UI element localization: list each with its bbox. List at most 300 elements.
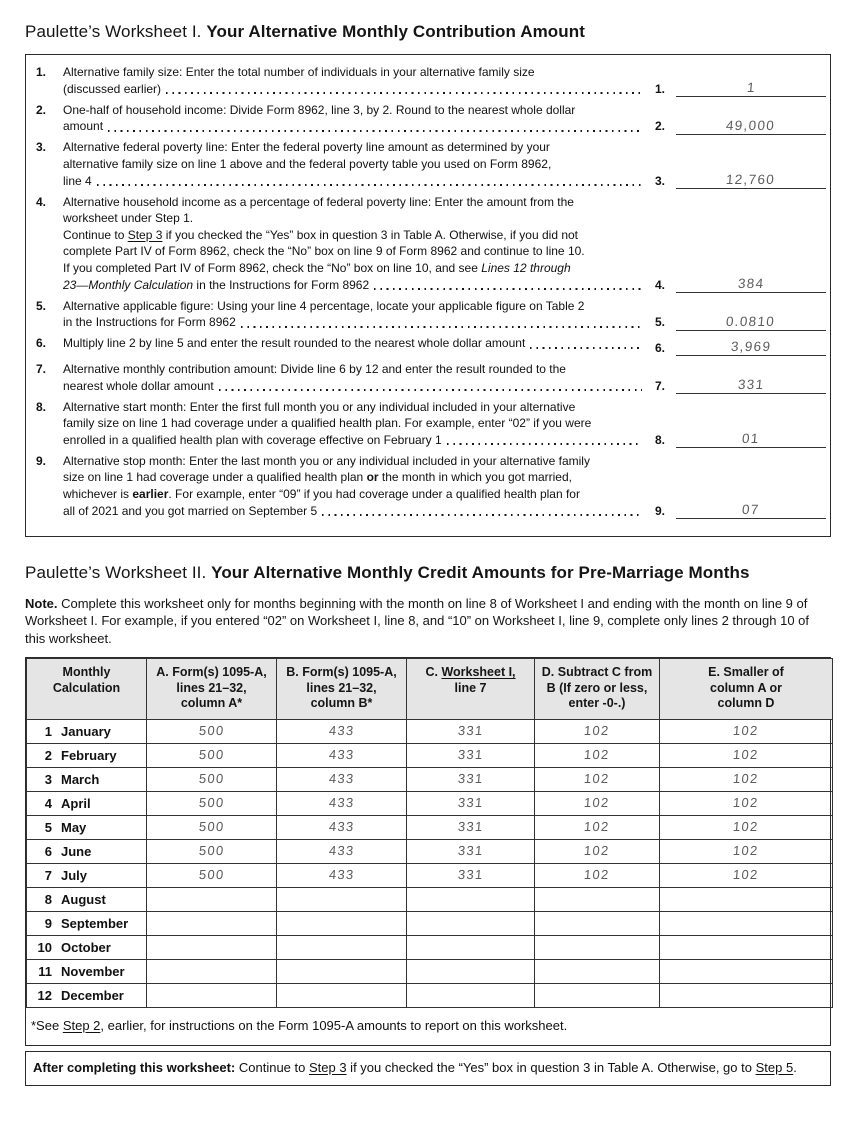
worksheet2-note — [25, 595, 831, 648]
dotted-leader — [530, 347, 642, 349]
month-name: February — [61, 747, 117, 763]
text-segment: amount — [63, 119, 104, 134]
text-segment: column A* — [180, 696, 243, 711]
line-entry-field — [676, 498, 826, 519]
line-ref: 1. — [654, 81, 665, 96]
cell-c — [407, 791, 535, 815]
text-line-content — [63, 314, 236, 331]
cell-e — [660, 935, 833, 959]
dotted-leader — [241, 326, 642, 328]
worksheet2-table-box — [25, 657, 831, 1046]
table-row-march — [27, 767, 833, 791]
worksheet1-line-6 — [36, 335, 826, 356]
cell-a — [147, 983, 277, 1007]
header-cell-e — [660, 659, 833, 720]
line-ref: 7. — [654, 378, 665, 393]
text-segment: One-half of household income: Divide Form 8962, line 3, by 2. Round to the nearest whole dollar — [63, 102, 576, 117]
text-segment: nearest whole dollar amount — [63, 378, 214, 393]
text-line — [63, 139, 644, 156]
entered-value: 102 — [583, 819, 611, 835]
cell-d — [535, 839, 660, 863]
text-segment: Note. — [25, 595, 58, 611]
cell-month — [27, 815, 147, 839]
entered-value: 102 — [583, 867, 611, 883]
text-segment: Calculation — [52, 680, 121, 695]
cell-month — [27, 719, 147, 743]
text-segment: Lines 12 through — [481, 261, 571, 276]
text-segment: earlier — [132, 487, 169, 502]
header-line — [29, 681, 144, 697]
entered-value: 102 — [583, 843, 611, 859]
cell-b — [277, 815, 407, 839]
worksheet1-line-2 — [36, 102, 826, 135]
cell-month — [27, 839, 147, 863]
entered-value: 102 — [583, 795, 611, 811]
entered-value: 07 — [741, 502, 761, 518]
text-segment: Continue to — [63, 227, 128, 242]
dotted-leader — [97, 184, 642, 186]
text-segment: Alternative federal poverty line: Enter the federal poverty line amount as determined by your — [63, 140, 550, 155]
table-footnote — [26, 1008, 830, 1045]
text-line — [63, 486, 644, 503]
cell-e — [660, 719, 833, 743]
text-segment: all of 2021 and you got married on September 5 — [63, 503, 318, 518]
cell-d — [535, 767, 660, 791]
cell-e — [660, 815, 833, 839]
cell-a — [147, 887, 277, 911]
text-segment: Alternative household income as a percentage of federal poverty line: Enter the amount from the — [63, 194, 574, 209]
entered-value: 102 — [732, 747, 760, 763]
worksheet1-line-7 — [36, 361, 826, 394]
table-header-row — [27, 659, 833, 720]
text-segment: Alternative monthly contribution amount: Divide line 6 by 12 and enter the result rounded to the — [63, 361, 566, 376]
line-number: 6. — [36, 336, 47, 351]
month-name: October — [61, 939, 111, 955]
line-text — [63, 453, 644, 519]
text-segment: , earlier, for instructions on the Form 1095-A amounts to report on this worksheet. — [100, 1017, 568, 1033]
cell-month — [27, 911, 147, 935]
cell-a — [147, 743, 277, 767]
month-name: November — [61, 963, 125, 979]
text-segment: Alternative applicable figure: Using your line 4 percentage, locate your applicable figure on Table 2 — [63, 298, 585, 313]
text-line — [63, 102, 644, 119]
header-line — [149, 696, 274, 712]
cell-a — [147, 839, 277, 863]
text-segment: lines 21–32, — [176, 680, 247, 695]
month-name: March — [61, 771, 100, 787]
line-entry-field — [676, 310, 826, 331]
text-segment: Alternative family size: Enter the total number of individuals in your alternative family size — [63, 65, 535, 79]
cell-d — [535, 815, 660, 839]
cell-c — [407, 911, 535, 935]
text-segment: *See — [31, 1017, 63, 1033]
cell-e — [660, 791, 833, 815]
cell-b — [277, 791, 407, 815]
text-segment: Continue to — [235, 1059, 309, 1075]
text-segment: column D — [717, 696, 775, 711]
month-number: 6 — [44, 843, 52, 859]
cell-b — [277, 983, 407, 1007]
entered-value: 331 — [457, 723, 484, 739]
worksheet1-line-4 — [36, 194, 826, 294]
cell-e — [660, 983, 833, 1007]
cell-e — [660, 767, 833, 791]
text-line — [63, 469, 644, 486]
text-segment: C. — [425, 665, 442, 680]
worksheet1-box — [25, 54, 831, 537]
line-ref: 8. — [654, 432, 665, 447]
table-row-april — [27, 791, 833, 815]
line-entry-field — [676, 114, 826, 135]
text-line — [63, 378, 644, 395]
text-line — [63, 210, 644, 227]
line-ref: 3. — [654, 173, 665, 188]
line-ref: 4. — [654, 277, 665, 292]
header-line — [662, 696, 830, 712]
cell-c — [407, 887, 535, 911]
line-entry-field — [676, 335, 826, 356]
worksheet1-title-prefix: Paulette’s Worksheet I. — [25, 22, 207, 41]
line-number: 4. — [36, 194, 47, 209]
cell-month — [27, 863, 147, 887]
cell-e — [660, 959, 833, 983]
text-segment: Worksheet I, — [441, 665, 516, 680]
line-entry-field — [676, 427, 826, 448]
cell-c — [407, 839, 535, 863]
dotted-leader — [374, 288, 642, 290]
header-cell-monthly — [27, 659, 147, 720]
header-cell-d — [535, 659, 660, 720]
text-segment: in the Instructions for Form 8962 — [63, 315, 236, 330]
header-line — [29, 665, 144, 681]
text-segment: Step 5 — [755, 1059, 794, 1075]
dotted-leader — [219, 389, 642, 391]
cell-a — [147, 815, 277, 839]
text-segment: line 7 — [454, 680, 487, 695]
cell-month — [27, 791, 147, 815]
text-segment: lines 21–32, — [306, 680, 377, 695]
text-line — [63, 156, 644, 173]
month-name: January — [61, 723, 111, 739]
cell-b — [277, 911, 407, 935]
entered-value: 102 — [583, 771, 611, 787]
month-number: 7 — [44, 867, 52, 883]
month-name: May — [61, 819, 87, 835]
cell-b — [277, 839, 407, 863]
text-line — [63, 415, 644, 432]
month-number: 9 — [44, 915, 52, 931]
table-row-october — [27, 935, 833, 959]
cell-d — [535, 935, 660, 959]
text-line — [63, 277, 644, 294]
month-number: 8 — [44, 891, 52, 907]
text-segment: enrolled in a qualified health plan with coverage effective on February 1 — [63, 432, 442, 447]
header-line — [149, 681, 274, 697]
cell-b — [277, 863, 407, 887]
text-segment: E. Smaller of — [708, 665, 784, 680]
cell-a — [147, 935, 277, 959]
entered-value: 3,969 — [730, 339, 772, 355]
text-line-content — [63, 277, 369, 294]
cell-c — [407, 767, 535, 791]
text-segment: column B* — [310, 696, 373, 711]
table-row-september — [27, 911, 833, 935]
text-line — [63, 298, 644, 315]
entered-value: 12,760 — [725, 172, 777, 188]
entered-value: 384 — [737, 276, 765, 292]
header-cell-b — [277, 659, 407, 720]
cell-b — [277, 743, 407, 767]
worksheet2-title — [25, 563, 831, 583]
dotted-leader — [108, 130, 642, 132]
text-segment: . — [793, 1059, 797, 1075]
entered-value: 1 — [745, 80, 757, 96]
text-line — [63, 503, 644, 520]
entered-value: 102 — [732, 795, 760, 811]
cell-month — [27, 767, 147, 791]
entered-value: 433 — [328, 819, 355, 835]
entered-value: 102 — [732, 723, 760, 739]
monthly-calculation-table — [26, 658, 833, 1008]
text-line — [63, 335, 644, 352]
cell-a — [147, 791, 277, 815]
month-number: 12 — [37, 987, 52, 1003]
entered-value: 500 — [198, 771, 225, 787]
table-row-december — [27, 983, 833, 1007]
text-segment: Monthly — [62, 665, 111, 680]
line-number: 7. — [36, 361, 47, 376]
month-number: 3 — [44, 771, 52, 787]
text-segment: column A or — [710, 680, 782, 695]
entered-value: 433 — [328, 795, 355, 811]
worksheet1-line-1 — [36, 64, 826, 97]
entered-value: 331 — [457, 747, 484, 763]
text-line-content — [63, 118, 103, 135]
text-segment: if you checked the “Yes” box in question 3 in Table A. Otherwise, go to — [346, 1059, 756, 1075]
after-worksheet-note — [25, 1051, 831, 1087]
month-number: 10 — [37, 939, 52, 955]
text-line — [63, 314, 644, 331]
text-segment: (discussed earlier) — [63, 81, 162, 96]
line-text — [63, 361, 644, 394]
cell-a — [147, 719, 277, 743]
header-cell-a — [147, 659, 277, 720]
line-number: 2. — [36, 102, 47, 117]
text-segment: Step 3 — [308, 1059, 347, 1075]
header-line — [537, 681, 657, 697]
cell-c — [407, 863, 535, 887]
cell-c — [407, 983, 535, 1007]
worksheet2-title-prefix: Paulette’s Worksheet II. — [25, 562, 212, 582]
table-row-may — [27, 815, 833, 839]
line-entry-field — [676, 272, 826, 293]
text-line-content — [63, 503, 317, 520]
text-line — [63, 453, 644, 470]
month-name: April — [61, 795, 91, 811]
entered-value: 500 — [198, 723, 225, 739]
text-segment: if you checked the “Yes” box in question 3 in Table A. Otherwise, if you did not — [162, 227, 579, 242]
table-row-january — [27, 719, 833, 743]
month-name: June — [61, 843, 92, 859]
text-segment: worksheet under Step 1. — [63, 211, 194, 226]
line-ref: 9. — [654, 503, 665, 518]
cell-d — [535, 743, 660, 767]
worksheet1-line-3 — [36, 139, 826, 189]
text-line — [63, 399, 644, 416]
text-segment: If you completed Part IV of Form 8962, check the “No” box on line 10, and see — [63, 261, 482, 276]
line-text — [63, 102, 644, 135]
month-name: August — [61, 891, 106, 907]
entered-value: 102 — [732, 867, 760, 883]
text-line-content — [63, 81, 161, 98]
cell-b — [277, 767, 407, 791]
cell-d — [535, 863, 660, 887]
text-segment: whichever is — [63, 487, 133, 502]
text-segment: alternative family size on line 1 above and the federal poverty table you used on Form 8962, — [63, 156, 552, 171]
text-segment: Alternative start month: Enter the first full month you or any individual included in your alternative — [63, 399, 576, 414]
text-line — [63, 194, 644, 211]
text-segment: family size on line 1 had coverage under a qualified health plan. For example, enter “02” if you were — [63, 416, 592, 431]
text-segment: Step 2 — [62, 1017, 101, 1033]
entered-value: 49,000 — [725, 117, 777, 133]
text-line-content — [63, 335, 525, 352]
entered-value: 0.0810 — [725, 313, 777, 329]
text-line — [63, 227, 644, 244]
text-segment: size on line 1 had coverage under a qualified health plan — [63, 470, 367, 485]
text-segment: enter -0-.) — [568, 696, 626, 711]
month-number: 4 — [44, 795, 52, 811]
entered-value: 433 — [328, 747, 355, 763]
text-segment: 23—Monthly Calculation — [63, 277, 194, 292]
entered-value: 500 — [198, 795, 225, 811]
cell-e — [660, 743, 833, 767]
cell-c — [407, 743, 535, 767]
cell-d — [535, 887, 660, 911]
header-line — [279, 696, 404, 712]
line-entry-field — [676, 168, 826, 189]
cell-d — [535, 719, 660, 743]
cell-b — [277, 935, 407, 959]
cell-c — [407, 959, 535, 983]
cell-c — [407, 719, 535, 743]
cell-b — [277, 887, 407, 911]
text-segment: complete Part IV of Form 8962, check the “No” box on line 9 of Form 8962 and continue to line 10. — [63, 244, 585, 259]
entered-value: 500 — [198, 843, 225, 859]
cell-d — [535, 791, 660, 815]
worksheet1-title — [25, 22, 831, 42]
cell-month — [27, 959, 147, 983]
line-text — [63, 298, 644, 331]
entered-value: 102 — [732, 843, 760, 859]
cell-a — [147, 959, 277, 983]
header-line — [537, 665, 657, 681]
dotted-leader — [166, 92, 642, 94]
line-number: 8. — [36, 399, 47, 414]
text-segment: Complete this worksheet only for months beginning with the month on line 8 of Worksheet I and ending with the month on line 9 of Worksheet I. For example, if you entered “02” on Worksheet I, line 8, and “10” on Worksheet I, line 9, complete only lines 2 through 10 of this worksheet. — [25, 595, 810, 646]
line-text — [63, 399, 644, 449]
entered-value: 331 — [457, 771, 484, 787]
text-segment: Multiply line 2 by line 5 and enter the result rounded to the nearest whole dollar amount — [63, 336, 526, 351]
text-line — [63, 432, 644, 449]
line-number: 1. — [36, 65, 47, 79]
cell-d — [535, 911, 660, 935]
entered-value: 331 — [457, 867, 484, 883]
text-segment: Alternative stop month: Enter the last month you or any individual included in your alternative family — [63, 453, 590, 468]
entered-value: 331 — [737, 377, 765, 393]
line-entry-field — [676, 373, 826, 394]
header-line — [409, 665, 532, 681]
entered-value: 500 — [198, 819, 225, 835]
header-line — [149, 665, 274, 681]
text-line — [63, 173, 644, 190]
text-segment: B. Form(s) 1095-A, — [286, 665, 397, 680]
month-name: December — [61, 987, 124, 1003]
entered-value: 433 — [328, 843, 355, 859]
worksheet1-line-9 — [36, 453, 826, 519]
table-row-july — [27, 863, 833, 887]
text-line — [63, 118, 644, 135]
text-segment: After completing this worksheet: — [33, 1059, 236, 1075]
cell-a — [147, 911, 277, 935]
text-line — [63, 260, 644, 277]
text-line — [63, 243, 644, 260]
cell-month — [27, 887, 147, 911]
table-row-june — [27, 839, 833, 863]
text-line-content — [63, 432, 442, 449]
line-text — [63, 335, 644, 356]
cell-d — [535, 959, 660, 983]
text-segment: line 4 — [63, 173, 92, 188]
text-line-content — [63, 378, 214, 395]
line-number: 9. — [36, 453, 47, 468]
month-name: September — [61, 915, 129, 931]
entered-value: 331 — [457, 795, 484, 811]
cell-d — [535, 983, 660, 1007]
header-line — [662, 665, 830, 681]
line-number: 3. — [36, 140, 47, 155]
month-number: 2 — [44, 747, 52, 763]
header-line — [279, 681, 404, 697]
cell-month — [27, 743, 147, 767]
text-line-content — [63, 173, 92, 190]
text-segment: or — [366, 470, 379, 485]
worksheet2-title-bold: Your Alternative Monthly Credit Amounts for Pre-Marriage Months — [211, 562, 750, 582]
dotted-leader — [322, 514, 642, 516]
text-segment: . For example, enter “09” if you had coverage under a qualified health plan for — [168, 487, 580, 502]
header-line — [662, 681, 830, 697]
month-number: 1 — [44, 723, 52, 739]
cell-c — [407, 935, 535, 959]
text-line — [63, 81, 644, 98]
cell-e — [660, 911, 833, 935]
line-ref: 5. — [654, 315, 665, 330]
line-entry-field — [676, 76, 826, 97]
month-number: 5 — [44, 819, 52, 835]
header-cell-c — [407, 659, 535, 720]
entered-value: 102 — [732, 819, 760, 835]
line-number: 5. — [36, 298, 47, 313]
line-text — [63, 139, 644, 189]
text-segment: Step 3 — [127, 227, 163, 242]
header-line — [279, 665, 404, 681]
cell-b — [277, 719, 407, 743]
line-text — [63, 64, 644, 97]
text-line — [63, 361, 644, 378]
cell-b — [277, 959, 407, 983]
table-body — [27, 719, 833, 1007]
cell-month — [27, 983, 147, 1007]
cell-a — [147, 767, 277, 791]
